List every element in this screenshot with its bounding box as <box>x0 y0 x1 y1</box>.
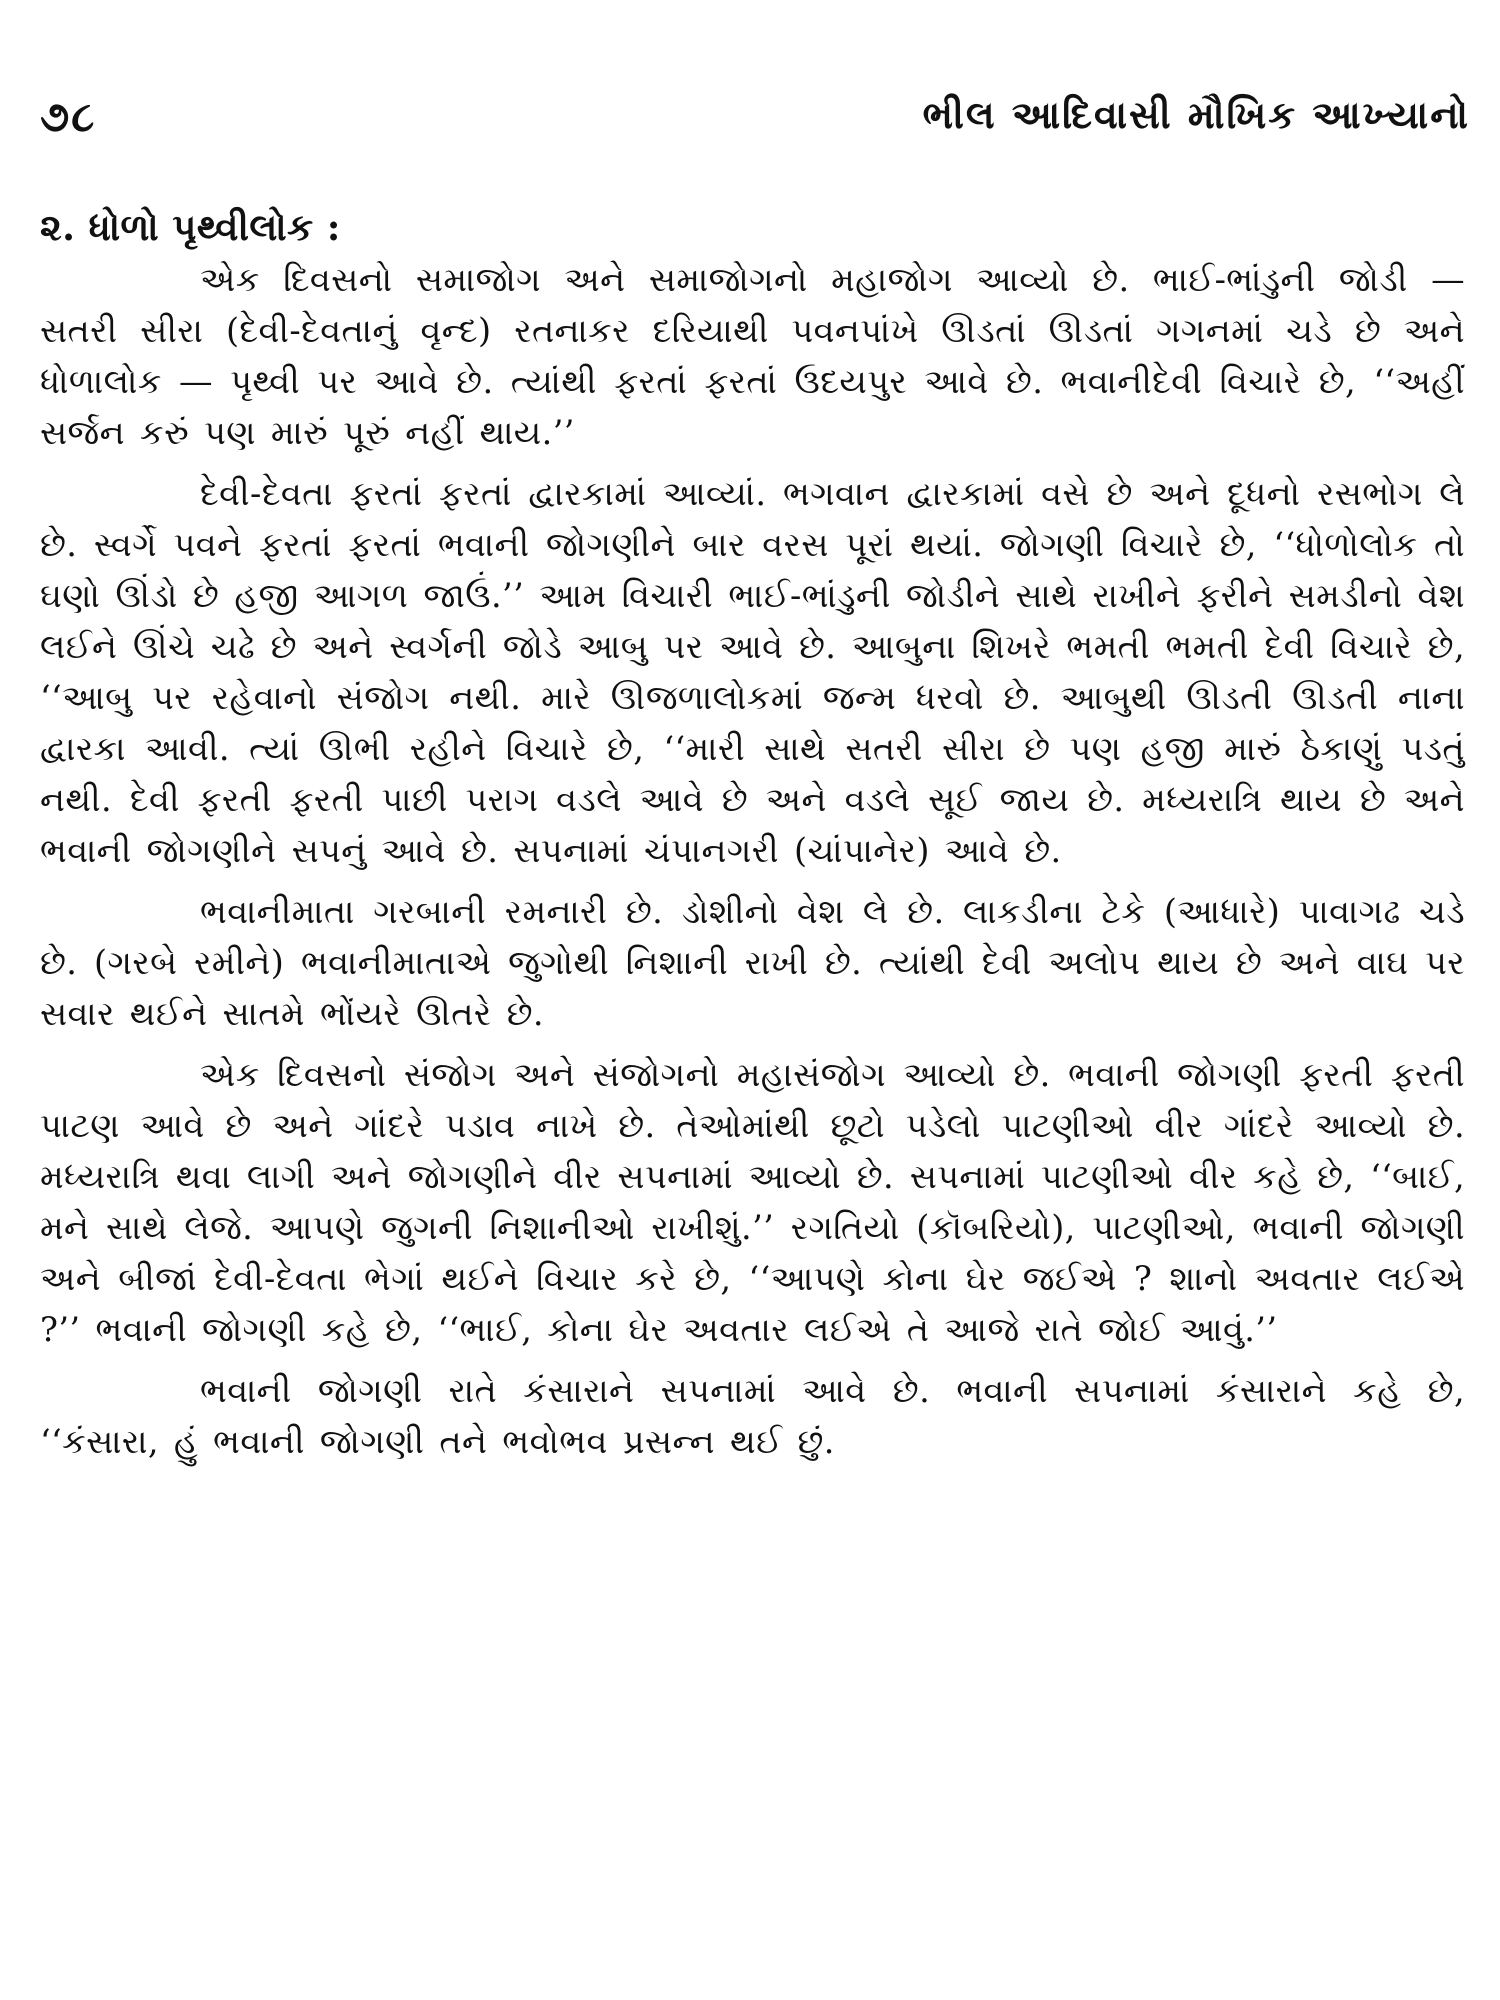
paragraph: ભવાની જોગણી રાતે કંસારાને સપનામાં આવે છે. ભવાની સપનામાં કંસારાને કહે છે, ‘‘કંસારા, હું ભવાની જોગણી તને ભવોભવ પ્રસન્ન થઈ છું. <box>40 1371 1465 1461</box>
running-head <box>40 92 1470 152</box>
paragraph: એક દિવસનો સમાજોગ અને સમાજોગનો મહાજોગ આવ્યો છે. ભાઈ-ભાંડુની જોડી — સતરી સીરા (દેવી-દેવતાનું વૃન્દ) રતનાકર દરિયાથી પવનપાંખે ઊડતાં ઊડતાં ગગનમાં ચડે છે અને ધોળાલોક — પૃથ્વી પર આવે છે. ત્યાંથી ફરતાં ફરતાં ઉદયપુર આવે છે. ભવાનીદેવી વિચારે છે, ‘‘અહીં સર્જન કરું પણ મારું પૂરું નહીં થાય.’’ <box>40 260 1465 452</box>
body-text <box>40 200 1465 1467</box>
page-number: ૭૮ <box>40 92 97 141</box>
paragraph: દેવી-દેવતા ફરતાં ફરતાં દ્વારકામાં આવ્યાં. ભગવાન દ્વારકામાં વસે છે અને દૂધનો રસભોગ લે છે. સ્વર્ગે પવને ફરતાં ફરતાં ભવાની જોગણીને બાર વરસ પૂરાં થયાં. જોગણી વિચારે છે, ‘‘ધોળોલોક તો ઘણો ઊંડો છે હજી આગળ જાઉં.’’ આમ વિચારી ભાઈ-ભાંડુની જોડીને સાથે રાખીને ફરીને સમડીનો વેશ લઈને ઊંચે ચઢે છે અને સ્વર્ગની જોડે આબુ પર આવે છે. આબુના શિખરે ભમતી ભમતી દેવી વિચારે છે, ‘‘આબુ પર રહેવાનો સંજોગ નથી. મારે ઊજળાલોકમાં જન્મ ધરવો છે. આબુથી ઊડતી ઊડતી નાના દ્વારકા આવી. ત્યાં ઊભી રહીને વિચારે છે, ‘‘મારી સાથે સતરી સીરા છે પણ હજી મારું ઠેકાણું પડતું નથી. દેવી ફરતી ફરતી પાછી પરાગ વડલે આવે છે અને વડલે સૂઈ જાય છે. મધ્યરાત્રિ થાય છે અને ભવાની જોગણીને સપનું આવે છે. સપનામાં ચંપાનગરી (ચાંપાનેર) આવે છે. <box>40 474 1465 870</box>
section-heading: ૨. ધોળો પૃથ્વીલોક : <box>40 205 341 249</box>
paragraph: એક દિવસનો સંજોગ અને સંજોગનો મહાસંજોગ આવ્યો છે. ભવાની જોગણી ફરતી ફરતી પાટણ આવે છે અને ગાંદરે પડાવ નાખે છે. તેઓમાંથી છૂટો પડેલો પાટણીઓ વીર ગાંદરે આવ્યો છે. મધ્યરાત્રિ થવા લાગી અને જોગણીને વીર સપનામાં આવ્યો છે. સપનામાં પાટણીઓ વીર કહે છે, ‘‘બાઈ, મને સાથે લેજે. આપણે જુગની નિશાનીઓ રાખીશું.’’ રગતિયો (કૉબરિયો), પાટણીઓ, ભવાની જોગણી અને બીજાં દેવી-દેવતા ભેગાં થઈને વિચાર કરે છે, ‘‘આપણે કોના ઘેર જઈએ ? શાનો અવતાર લઈએ ?’’ ભવાની જોગણી કહે છે, ‘‘ભાઈ, કોના ઘેર અવતાર લઈએ તે આજે રાતે જોઈ આવું.’’ <box>40 1055 1465 1349</box>
paragraph: ભવાનીમાતા ગરબાની રમનારી છે. ડોશીનો વેશ લે છે. લાકડીના ટેકે (આધારે) પાવાગઢ ચડે છે. (ગરબે રમીને) ભવાનીમાતાએ જુગોથી નિશાની રાખી છે. ત્યાંથી દેવી અલોપ થાય છે અને વાઘ પર સવાર થઈને સાતમે ભોંયરે ઊતરે છે. <box>40 892 1465 1033</box>
book-title: ભીલ આદિવાસી મૌખિક આખ્યાનો <box>922 92 1470 137</box>
